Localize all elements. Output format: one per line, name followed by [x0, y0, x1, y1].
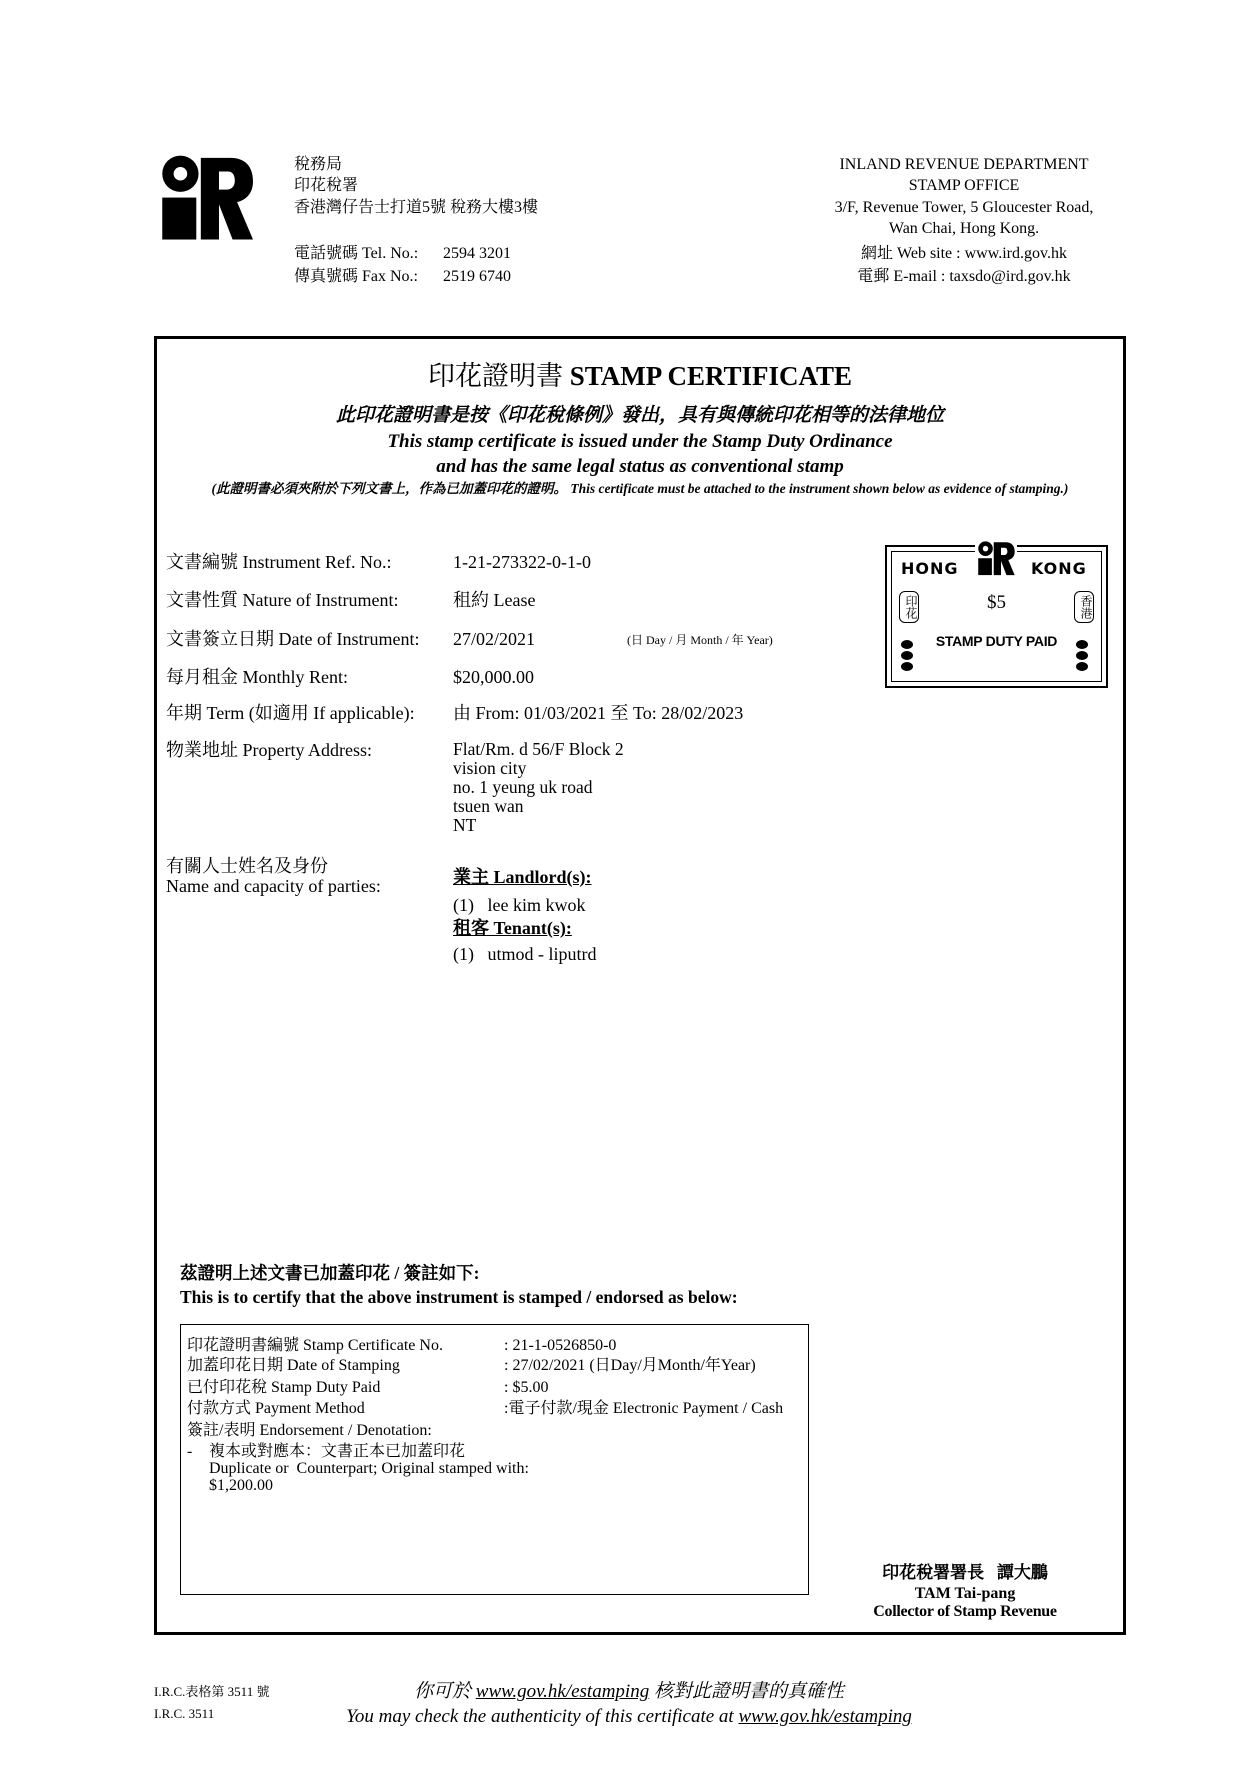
website: 網址 Web site : www.ird.gov.hk — [861, 245, 1067, 262]
address-line: NT — [453, 815, 477, 835]
address-line: vision city — [453, 758, 527, 778]
stamp-ornament-right — [1076, 640, 1088, 673]
address-en-line1: 3/F, Revenue Tower, 5 Gloucester Road, — [834, 199, 1094, 216]
collector-title-zh: 印花稅署署長 譚大鵬 — [882, 1563, 1048, 1582]
parties-label-en: Name and capacity of parties: — [166, 876, 381, 896]
duty-paid-value: : $5.00 — [504, 1379, 549, 1396]
date-format-hint: (日 Day / 月 Month / 年 Year) — [627, 633, 773, 647]
endorsement-amount: $1,200.00 — [209, 1477, 273, 1494]
collector-name: TAM Tai-pang — [914, 1585, 1016, 1602]
address-line: no. 1 yeung uk road — [453, 777, 593, 797]
subtitle-en-line2: and has the same legal status as conventional stamp — [436, 456, 844, 477]
title-en: STAMP CERTIFICATE — [569, 361, 853, 391]
endorsement-zh: 複本或對應本：文書正本已加蓋印花 — [209, 1443, 466, 1460]
dept-name-zh: 稅務局 — [294, 156, 343, 173]
office-name-en: STAMP OFFICE — [908, 177, 1020, 194]
address-en-line2: Wan Chai, Hong Kong. — [888, 220, 1040, 237]
payment-method-label: 付款方式 Payment Method — [187, 1400, 365, 1417]
rent-label: 每月租金 Monthly Rent: — [166, 667, 349, 687]
address-label: 物業地址 Property Address: — [166, 740, 372, 760]
ref-label: 文書編號 Instrument Ref. No.: — [166, 552, 392, 572]
cert-no-value: : 21-1-0526850-0 — [504, 1337, 617, 1354]
estamping-link[interactable]: www.gov.hk/estamping — [475, 1681, 650, 1702]
certification-heading-zh: 茲證明上述文書已加蓋印花 / 簽註如下: — [180, 1263, 480, 1283]
fax-value: 2519 6740 — [443, 268, 511, 285]
verify-zh-suffix: 核對此證明書的真確性 — [649, 1681, 844, 1702]
office-name-zh: 印花稅署 — [294, 177, 359, 194]
subtitle-zh: 此印花證明書是按《印花稅條例》發出，具有與傳統印花相等的法律地位 — [335, 405, 944, 426]
term-value: 由 From: 01/03/2021 至 To: 28/02/2023 — [453, 703, 744, 723]
date-value: 27/02/2021 — [453, 629, 536, 649]
date-label: 文書簽立日期 Date of Instrument: — [166, 629, 420, 649]
stamp-ird-logo — [975, 540, 1017, 576]
dept-name-en: INLAND REVENUE DEPARTMENT — [839, 156, 1089, 173]
cert-no-label: 印花證明書編號 Stamp Certificate No. — [187, 1337, 443, 1354]
address-line: tsuen wan — [453, 796, 524, 816]
stamp-chars-left: 印花 — [899, 591, 919, 623]
stamping-date-label: 加蓋印花日期 Date of Stamping — [187, 1357, 400, 1374]
landlord-heading: 業主 Landlord(s): — [453, 867, 592, 887]
stamp-ornament-left — [901, 640, 913, 673]
tenant-heading: 租客 Tenant(s): — [453, 918, 572, 938]
tel-label: 電話號碼 Tel. No.: — [294, 245, 419, 262]
estamping-link-en[interactable]: www.gov.hk/estamping — [738, 1706, 912, 1727]
verify-note-zh — [229, 1680, 1029, 1704]
stamping-date-value: : 27/02/2021 (日Day/月Month/年Year) — [504, 1357, 756, 1374]
endorsement-dash: - — [187, 1443, 193, 1460]
stamp-caption: STAMP DUTY PAID — [935, 633, 1058, 649]
attachment-note-en: This certificate must be attached to the instrument shown below as evidence of stamping.) — [570, 481, 1069, 496]
verify-zh-prefix: 你可於 — [414, 1681, 476, 1702]
nature-label: 文書性質 Nature of Instrument: — [166, 590, 399, 610]
fax-label: 傳真號碼 Fax No.: — [294, 268, 419, 285]
verify-en-prefix: You may check the authenticity of this certificate at — [346, 1706, 739, 1727]
stamp-hong: HONG — [901, 559, 959, 578]
email: 電郵 E-mail : taxsdo@ird.gov.hk — [857, 268, 1071, 285]
stamp-amount: $5 — [987, 592, 1006, 613]
ref-value: 1-21-273322-0-1-0 — [453, 552, 591, 572]
verify-note-en — [229, 1705, 1029, 1729]
tel-value: 2594 3201 — [443, 245, 511, 262]
certification-heading-en: This is to certify that the above instrument is stamped / endorsed as below: — [180, 1287, 738, 1307]
stamp-kong: KONG — [1031, 559, 1087, 578]
attachment-note — [160, 481, 1120, 497]
address-zh: 香港灣仔告士打道5號 稅務大樓3樓 — [294, 199, 539, 216]
tenant-name: (1) utmod - liputrd — [453, 944, 597, 964]
form-number-zh: I.R.C.表格第 3511 號 — [154, 1684, 270, 1699]
term-label: 年期 Term (如適用 If applicable): — [166, 703, 415, 723]
payment-method-value: :電子付款/現金 Electronic Payment / Cash — [504, 1400, 784, 1417]
duty-paid-label: 已付印花稅 Stamp Duty Paid — [187, 1379, 381, 1396]
collector-title-en: Collector of Stamp Revenue — [873, 1603, 1057, 1620]
certificate-title — [160, 360, 1120, 392]
landlord-name: (1) lee kim kwok — [453, 895, 586, 915]
stamp-duty-paid-stamp — [885, 545, 1108, 688]
stamp-chars-right: 香港 — [1074, 591, 1094, 623]
subtitle-en-line1: This stamp certificate is issued under the Stamp Duty Ordinance — [387, 431, 893, 452]
attachment-note-zh: (此證明書必須夾附於下列文書上，作為已加蓋印花的證明。 — [211, 481, 568, 496]
title-zh: 印花證明書 — [427, 361, 563, 391]
parties-label-zh: 有關人士姓名及身份 — [166, 856, 328, 876]
form-number-en: I.R.C. 3511 — [154, 1706, 215, 1721]
ird-logo — [160, 154, 253, 240]
rent-value: $20,000.00 — [453, 667, 534, 687]
address-line: Flat/Rm. d 56/F Block 2 — [453, 739, 624, 759]
nature-value: 租約 Lease — [453, 590, 536, 610]
endorsement-en: Duplicate or Counterpart; Original stamped with: — [209, 1460, 529, 1477]
endorsement-label: 簽註/表明 Endorsement / Denotation: — [187, 1422, 432, 1439]
